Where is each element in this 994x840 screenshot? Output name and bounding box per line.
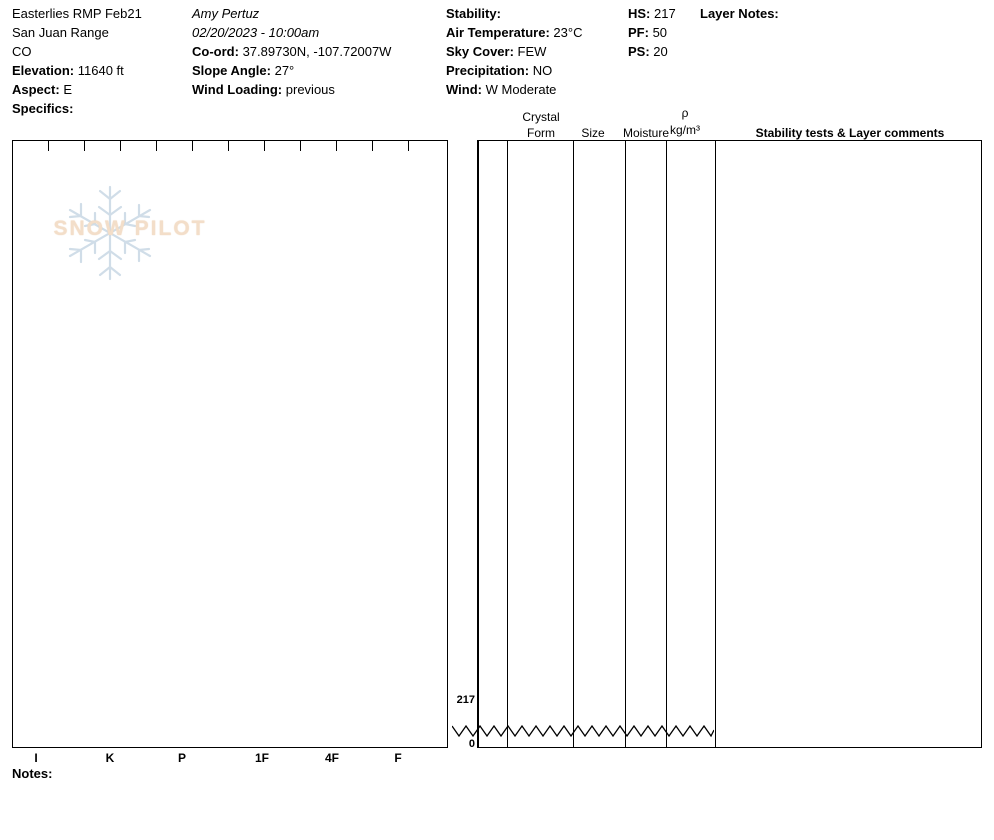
header-row xyxy=(628,42,698,61)
header-row xyxy=(192,42,442,61)
graph-tick xyxy=(192,141,193,151)
hardness-label-1f: 1F xyxy=(254,751,270,765)
elevation-label: Elevation: xyxy=(12,63,75,78)
header-row xyxy=(12,4,192,23)
hardness-label-i: I xyxy=(34,751,38,765)
header-row xyxy=(446,23,626,42)
ps-label: PS: xyxy=(628,44,650,59)
hardness-label-4f: 4F xyxy=(324,751,340,765)
hardness-label-f: F xyxy=(394,751,402,765)
graph-tick xyxy=(372,141,373,151)
header-row xyxy=(12,99,192,118)
table-divider xyxy=(625,141,626,747)
header-row xyxy=(12,61,192,80)
graph-tick xyxy=(120,141,121,151)
header-column-snowpack xyxy=(628,4,698,61)
depth-axis xyxy=(452,140,478,748)
table-divider xyxy=(666,141,667,747)
specifics-label: Specifics: xyxy=(12,101,74,116)
pf-value: 50 xyxy=(652,25,668,40)
table-divider xyxy=(507,141,508,747)
graph-tick xyxy=(264,141,265,151)
header-row xyxy=(12,80,192,99)
header-row xyxy=(12,42,192,61)
layer-table xyxy=(478,140,982,748)
density-header-symbol: ρ xyxy=(681,106,689,120)
header-column-observer xyxy=(192,4,442,99)
density-header-units: kg/m³ xyxy=(670,123,700,137)
hs-label: HS: xyxy=(628,6,651,21)
wind-value: W Moderate xyxy=(485,82,557,97)
snowpilot-watermark xyxy=(35,179,225,289)
range-name: San Juan Range xyxy=(12,25,109,40)
hs-value: 217 xyxy=(654,6,676,21)
stability-tests-header: Stability tests & Layer comments xyxy=(755,126,945,140)
notes-label: Notes: xyxy=(12,766,53,781)
wind-loading-label: Wind Loading: xyxy=(192,82,283,97)
precipitation-label: Precipitation: xyxy=(446,63,530,78)
wind-loading-value: previous xyxy=(285,82,335,97)
watermark-label: SNOW PILOT xyxy=(53,217,207,240)
header-row xyxy=(192,80,442,99)
sky-cover-value: FEW xyxy=(517,44,547,59)
header-column-weather xyxy=(446,4,626,99)
wind-label: Wind: xyxy=(446,82,482,97)
table-divider xyxy=(715,141,716,747)
observation-datetime: 02/20/2023 - 10:00am xyxy=(192,25,320,40)
crystal-form-header-line1: Crystal xyxy=(522,110,560,124)
pit-name: Easterlies RMP Feb21 xyxy=(12,6,142,21)
ps-value: 20 xyxy=(653,44,668,59)
header-row xyxy=(12,23,192,42)
elevation-value: 11640 ft xyxy=(77,63,124,78)
graph-tick xyxy=(228,141,229,151)
observer-name: Amy Pertuz xyxy=(192,6,260,21)
aspect-value: E xyxy=(63,82,72,97)
header-row xyxy=(192,4,442,23)
air-temperature-label: Air Temperature: xyxy=(446,25,550,40)
coord-value: 37.89730N, -107.72007W xyxy=(242,44,392,59)
hardness-profile-graph xyxy=(12,140,448,748)
coord-label: Co-ord: xyxy=(192,44,239,59)
stability-label: Stability: xyxy=(446,6,501,21)
zigzag-icon xyxy=(452,718,714,740)
aspect-label: Aspect: xyxy=(12,82,60,97)
moisture-header: Moisture xyxy=(622,126,669,140)
header-row xyxy=(446,80,626,99)
sky-cover-label: Sky Cover: xyxy=(446,44,514,59)
header-row xyxy=(192,23,442,42)
table-divider xyxy=(573,141,574,747)
air-temperature-value: 23°C xyxy=(553,25,583,40)
graph-tick xyxy=(84,141,85,151)
graph-tick xyxy=(336,141,337,151)
header-row xyxy=(700,4,990,23)
pf-label: PF: xyxy=(628,25,649,40)
crystal-form-header-line2: Form xyxy=(527,126,555,140)
state-name: CO xyxy=(12,44,32,59)
depth-label-top: 217 xyxy=(456,694,475,706)
snow-surface-line xyxy=(452,718,714,740)
graph-tick xyxy=(408,141,409,151)
snowflake-icon xyxy=(35,179,225,289)
hardness-label-k: K xyxy=(105,751,115,765)
slope-angle-label: Slope Angle: xyxy=(192,63,271,78)
graph-tick xyxy=(300,141,301,151)
depth-label-bottom: 0 xyxy=(468,738,475,750)
header-row xyxy=(628,4,698,23)
hardness-axis-labels xyxy=(12,748,448,770)
header-column-layer-notes xyxy=(700,4,990,23)
header-column-location xyxy=(12,4,192,118)
header-row xyxy=(446,42,626,61)
header-row xyxy=(628,23,698,42)
crystal-size-header-line2: Size xyxy=(581,126,605,140)
snowpit-header xyxy=(0,0,994,116)
layer-notes-label: Layer Notes: xyxy=(700,6,779,21)
precipitation-value: NO xyxy=(532,63,553,78)
header-row xyxy=(446,61,626,80)
slope-angle-value: 27° xyxy=(274,63,295,78)
graph-tick xyxy=(48,141,49,151)
header-row xyxy=(446,4,626,23)
graph-tick xyxy=(156,141,157,151)
hardness-label-p: P xyxy=(177,751,187,765)
header-row xyxy=(192,61,442,80)
